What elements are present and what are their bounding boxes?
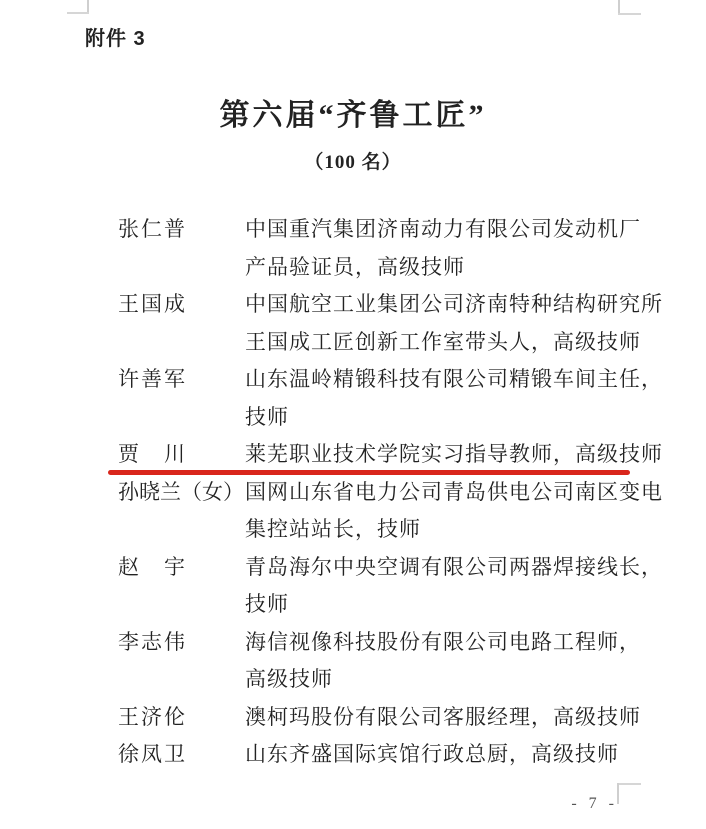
page-number: - 7 - xyxy=(571,795,618,812)
list-item xyxy=(118,699,678,737)
entry-description xyxy=(245,624,641,699)
entry-desc-line: 高级技师 xyxy=(245,667,333,691)
document-title: 第六届“齐鲁工匠” xyxy=(219,99,487,132)
entry-name: 王国成 xyxy=(118,292,187,316)
entry-name: 张仁普 xyxy=(118,217,187,241)
entry-desc-line: 青岛海尔中央空调有限公司两器焊接线长， xyxy=(245,554,663,579)
entry-name: 孙晓兰（女） xyxy=(118,479,244,504)
attachment-label: 附件 3 xyxy=(85,28,146,50)
award-list xyxy=(118,211,678,774)
entry-desc-line: 山东温岭精锻科技有限公司精锻车间主任， xyxy=(245,367,663,391)
list-item xyxy=(118,549,678,624)
entry-name: 许善军 xyxy=(118,367,187,391)
entry-description xyxy=(245,474,663,549)
entry-description xyxy=(245,286,663,361)
entry-description xyxy=(245,736,619,774)
list-item xyxy=(118,736,678,774)
list-item xyxy=(118,624,678,699)
entry-desc-line: 中国航空工业集团公司济南特种结构研究所 xyxy=(245,292,663,316)
entry-name: 徐凤卫 xyxy=(118,742,187,766)
entry-desc-line: 海信视像科技股份有限公司电路工程师， xyxy=(245,629,641,654)
entry-description xyxy=(245,211,641,286)
entry-description xyxy=(245,361,663,436)
entry-desc-line: 国网山东省电力公司青岛供电公司南区变电 xyxy=(245,479,663,504)
entry-desc-line: 中国重汽集团济南动力有限公司发动机厂 xyxy=(245,217,641,241)
entry-desc-line: 莱芜职业技术学院实习指导教师，高级技师 xyxy=(245,442,663,466)
list-item xyxy=(118,436,678,474)
list-item xyxy=(118,361,678,436)
entry-description xyxy=(245,436,663,474)
list-item xyxy=(118,211,678,286)
entry-desc-line: 澳柯玛股份有限公司客服经理，高级技师 xyxy=(245,704,641,729)
entry-name: 赵 宇 xyxy=(118,554,187,579)
entry-desc-line: 王国成工匠创新工作室带头人，高级技师 xyxy=(245,329,641,354)
entry-name: 贾 川 xyxy=(118,442,187,466)
entry-desc-line: 产品验证员，高级技师 xyxy=(245,254,465,279)
entry-description xyxy=(245,699,641,737)
entry-name: 李志伟 xyxy=(118,629,187,654)
entry-description xyxy=(245,549,663,624)
entry-desc-line: 山东齐盛国际宾馆行政总厨，高级技师 xyxy=(245,742,619,766)
list-item xyxy=(118,474,678,549)
entry-desc-line: 技师 xyxy=(245,404,289,429)
entry-name: 王济伦 xyxy=(118,704,187,729)
document-subtitle: （100 名） xyxy=(304,152,402,173)
entry-desc-line: 技师 xyxy=(245,592,289,616)
list-item xyxy=(118,286,678,361)
entry-desc-line: 集控站站长，技师 xyxy=(245,517,421,541)
